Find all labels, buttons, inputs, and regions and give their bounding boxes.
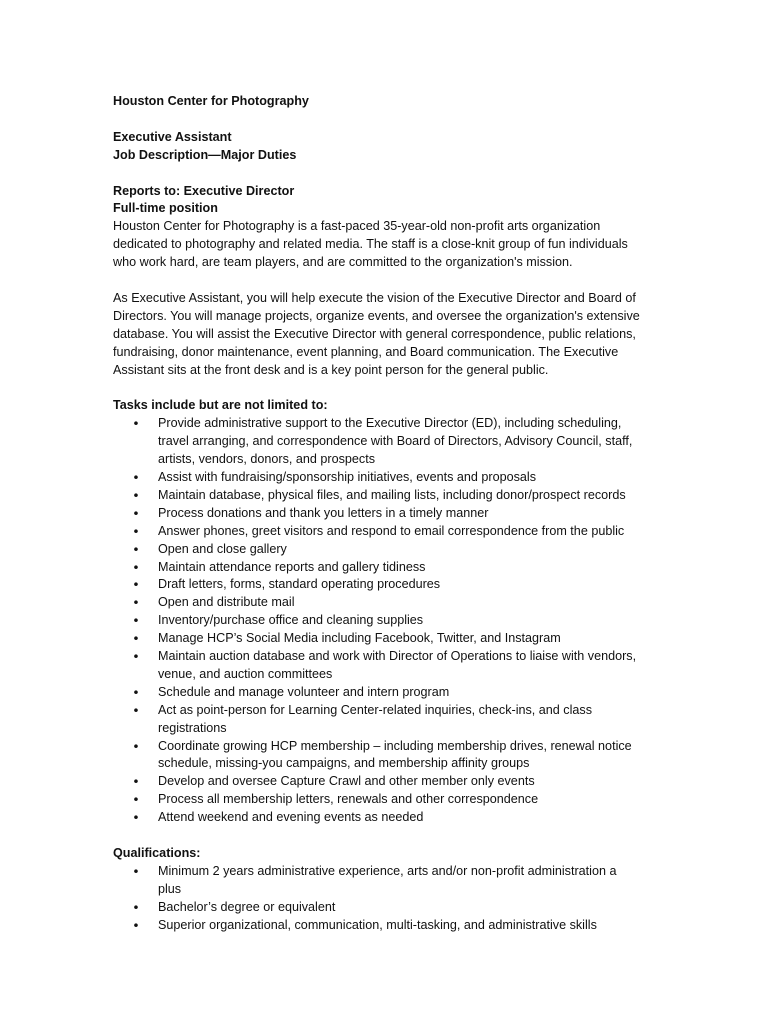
task-item	[113, 738, 673, 774]
task-item-text: Answer phones, greet visitors and respond to email correspondence from the public	[158, 523, 625, 538]
reports-to: Reports to: Executive Director	[113, 183, 295, 198]
task-item-text: Draft letters, forms, standard operating procedures	[158, 577, 441, 592]
tasks-list	[113, 415, 673, 827]
qualifications-heading: Qualifications:	[113, 845, 201, 860]
task-item-text: Provide administrative support to the Executive Director (ED), including scheduling,	[158, 416, 622, 431]
bullet-icon: •	[132, 899, 140, 915]
bullet-icon: •	[132, 738, 140, 754]
task-item	[113, 648, 673, 684]
bullet-icon: •	[132, 613, 140, 629]
task-item-text: Inventory/purchase office and cleaning supplies	[158, 613, 424, 628]
role-line: fundraising, donor maintenance, event planning, and Board communication. The Executive	[113, 344, 619, 359]
task-item	[113, 594, 673, 612]
bullet-icon: •	[132, 523, 140, 539]
position-type: Full-time position	[113, 201, 218, 216]
task-item	[113, 469, 673, 487]
task-item	[113, 773, 673, 791]
bullet-icon: •	[132, 595, 140, 611]
bullet-icon: •	[132, 917, 140, 933]
task-item-text: Manage HCP’s Social Media including Facebook, Twitter, and Instagram	[158, 631, 561, 646]
role-line: Directors. You will manage projects, organize events, and oversee the organization's extensive	[113, 308, 640, 323]
qualification-item	[113, 917, 673, 935]
task-item-text: venue, and auction committees	[158, 666, 333, 681]
task-item	[113, 487, 673, 505]
bullet-icon: •	[132, 487, 140, 503]
task-item	[113, 541, 673, 559]
task-item-text: travel arranging, and correspondence with Board of Directors, Advisory Council, staff,	[158, 434, 633, 449]
qualification-item-text: plus	[158, 881, 182, 896]
task-item-text: Assist with fundraising/sponsorship initiatives, events and proposals	[158, 469, 537, 484]
intro-line: Houston Center for Photography is a fast-paced 35-year-old non-profit arts organization	[113, 219, 601, 234]
bullet-icon: •	[132, 702, 140, 718]
task-item-text: Attend weekend and evening events as needed	[158, 810, 424, 825]
task-item-text: Open and close gallery	[158, 541, 287, 556]
task-item-text: Maintain attendance reports and gallery tidiness	[158, 559, 426, 574]
spacer	[113, 379, 673, 397]
task-item	[113, 612, 673, 630]
bullet-icon: •	[132, 631, 140, 647]
qualification-item	[113, 899, 673, 917]
task-item	[113, 523, 673, 541]
spacer	[113, 272, 673, 290]
bullet-icon: •	[132, 792, 140, 808]
task-item	[113, 809, 673, 827]
organization-name: Houston Center for Photography	[113, 94, 309, 108]
task-item-text: Act as point-person for Learning Center-related inquiries, check-ins, and class	[158, 702, 593, 717]
bullet-icon: •	[132, 684, 140, 700]
role-line: As Executive Assistant, you will help execute the vision of the Executive Director and Board of	[113, 290, 636, 305]
task-item	[113, 684, 673, 702]
task-item	[113, 505, 673, 523]
task-item-text: Maintain auction database and work with Director of Operations to liaise with vendors,	[158, 649, 637, 664]
task-item-text: registrations	[158, 720, 227, 735]
task-item-text: schedule, missing-you campaigns, and membership affinity groups	[158, 756, 530, 771]
bullet-icon: •	[132, 649, 140, 665]
job-subtitle: Job Description—Major Duties	[113, 147, 297, 162]
document-page	[113, 93, 673, 935]
bullet-icon: •	[132, 810, 140, 826]
intro-line: who work hard, are team players, and are committed to the organization's mission.	[113, 255, 573, 270]
job-title: Executive Assistant	[113, 129, 232, 144]
task-item	[113, 576, 673, 594]
task-item-text: artists, vendors, donors, and prospects	[158, 452, 376, 467]
bullet-icon: •	[132, 863, 140, 879]
qualification-item-text: Superior organizational, communication, multi-tasking, and administrative skills	[158, 917, 597, 932]
task-item-text: Develop and oversee Capture Crawl and other member only events	[158, 774, 535, 789]
task-item	[113, 702, 673, 738]
qualification-item-text: Bachelor’s degree or equivalent	[158, 899, 336, 914]
bullet-icon: •	[132, 541, 140, 557]
role-line: database. You will assist the Executive Director with general correspondence, public relations,	[113, 326, 636, 341]
qualification-item-text: Minimum 2 years administrative experience, arts and/or non-profit administration a	[158, 863, 617, 878]
spacer	[113, 111, 673, 129]
task-item	[113, 630, 673, 648]
role-paragraph	[113, 290, 673, 380]
qualifications-list	[113, 863, 673, 935]
task-item-text: Open and distribute mail	[158, 595, 295, 610]
task-item-text: Process donations and thank you letters in a timely manner	[158, 505, 489, 520]
task-item	[113, 559, 673, 577]
intro-line: dedicated to photography and related media. The staff is a close-knit group of fun individuals	[113, 237, 628, 252]
task-item-text: Maintain database, physical files, and mailing lists, including donor/prospect records	[158, 487, 626, 502]
spacer	[113, 827, 673, 845]
task-item-text: Schedule and manage volunteer and intern program	[158, 684, 450, 699]
task-item-text: Coordinate growing HCP membership – including membership drives, renewal notice	[158, 738, 632, 753]
task-item	[113, 791, 673, 809]
bullet-icon: •	[132, 559, 140, 575]
intro-paragraph	[113, 218, 673, 272]
task-item-text: Process all membership letters, renewals and other correspondence	[158, 792, 539, 807]
task-item	[113, 415, 673, 469]
bullet-icon: •	[132, 577, 140, 593]
spacer	[113, 165, 673, 183]
qualification-item	[113, 863, 673, 899]
bullet-icon: •	[132, 774, 140, 790]
role-line: Assistant sits at the front desk and is a key point person for the general public.	[113, 362, 549, 377]
tasks-heading: Tasks include but are not limited to:	[113, 398, 328, 413]
bullet-icon: •	[132, 416, 140, 432]
bullet-icon: •	[132, 469, 140, 485]
bullet-icon: •	[132, 505, 140, 521]
